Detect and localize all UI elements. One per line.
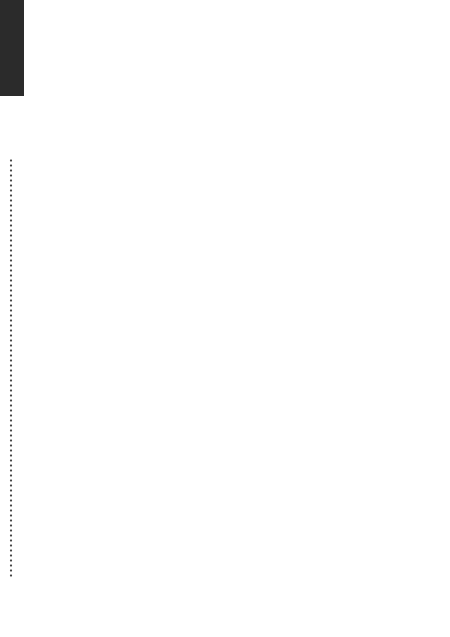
page-body [62,34,408,50]
sidebar-strip [0,0,24,637]
sidebar-decoration [0,0,24,96]
sidebar-dotted-line [9,158,13,578]
